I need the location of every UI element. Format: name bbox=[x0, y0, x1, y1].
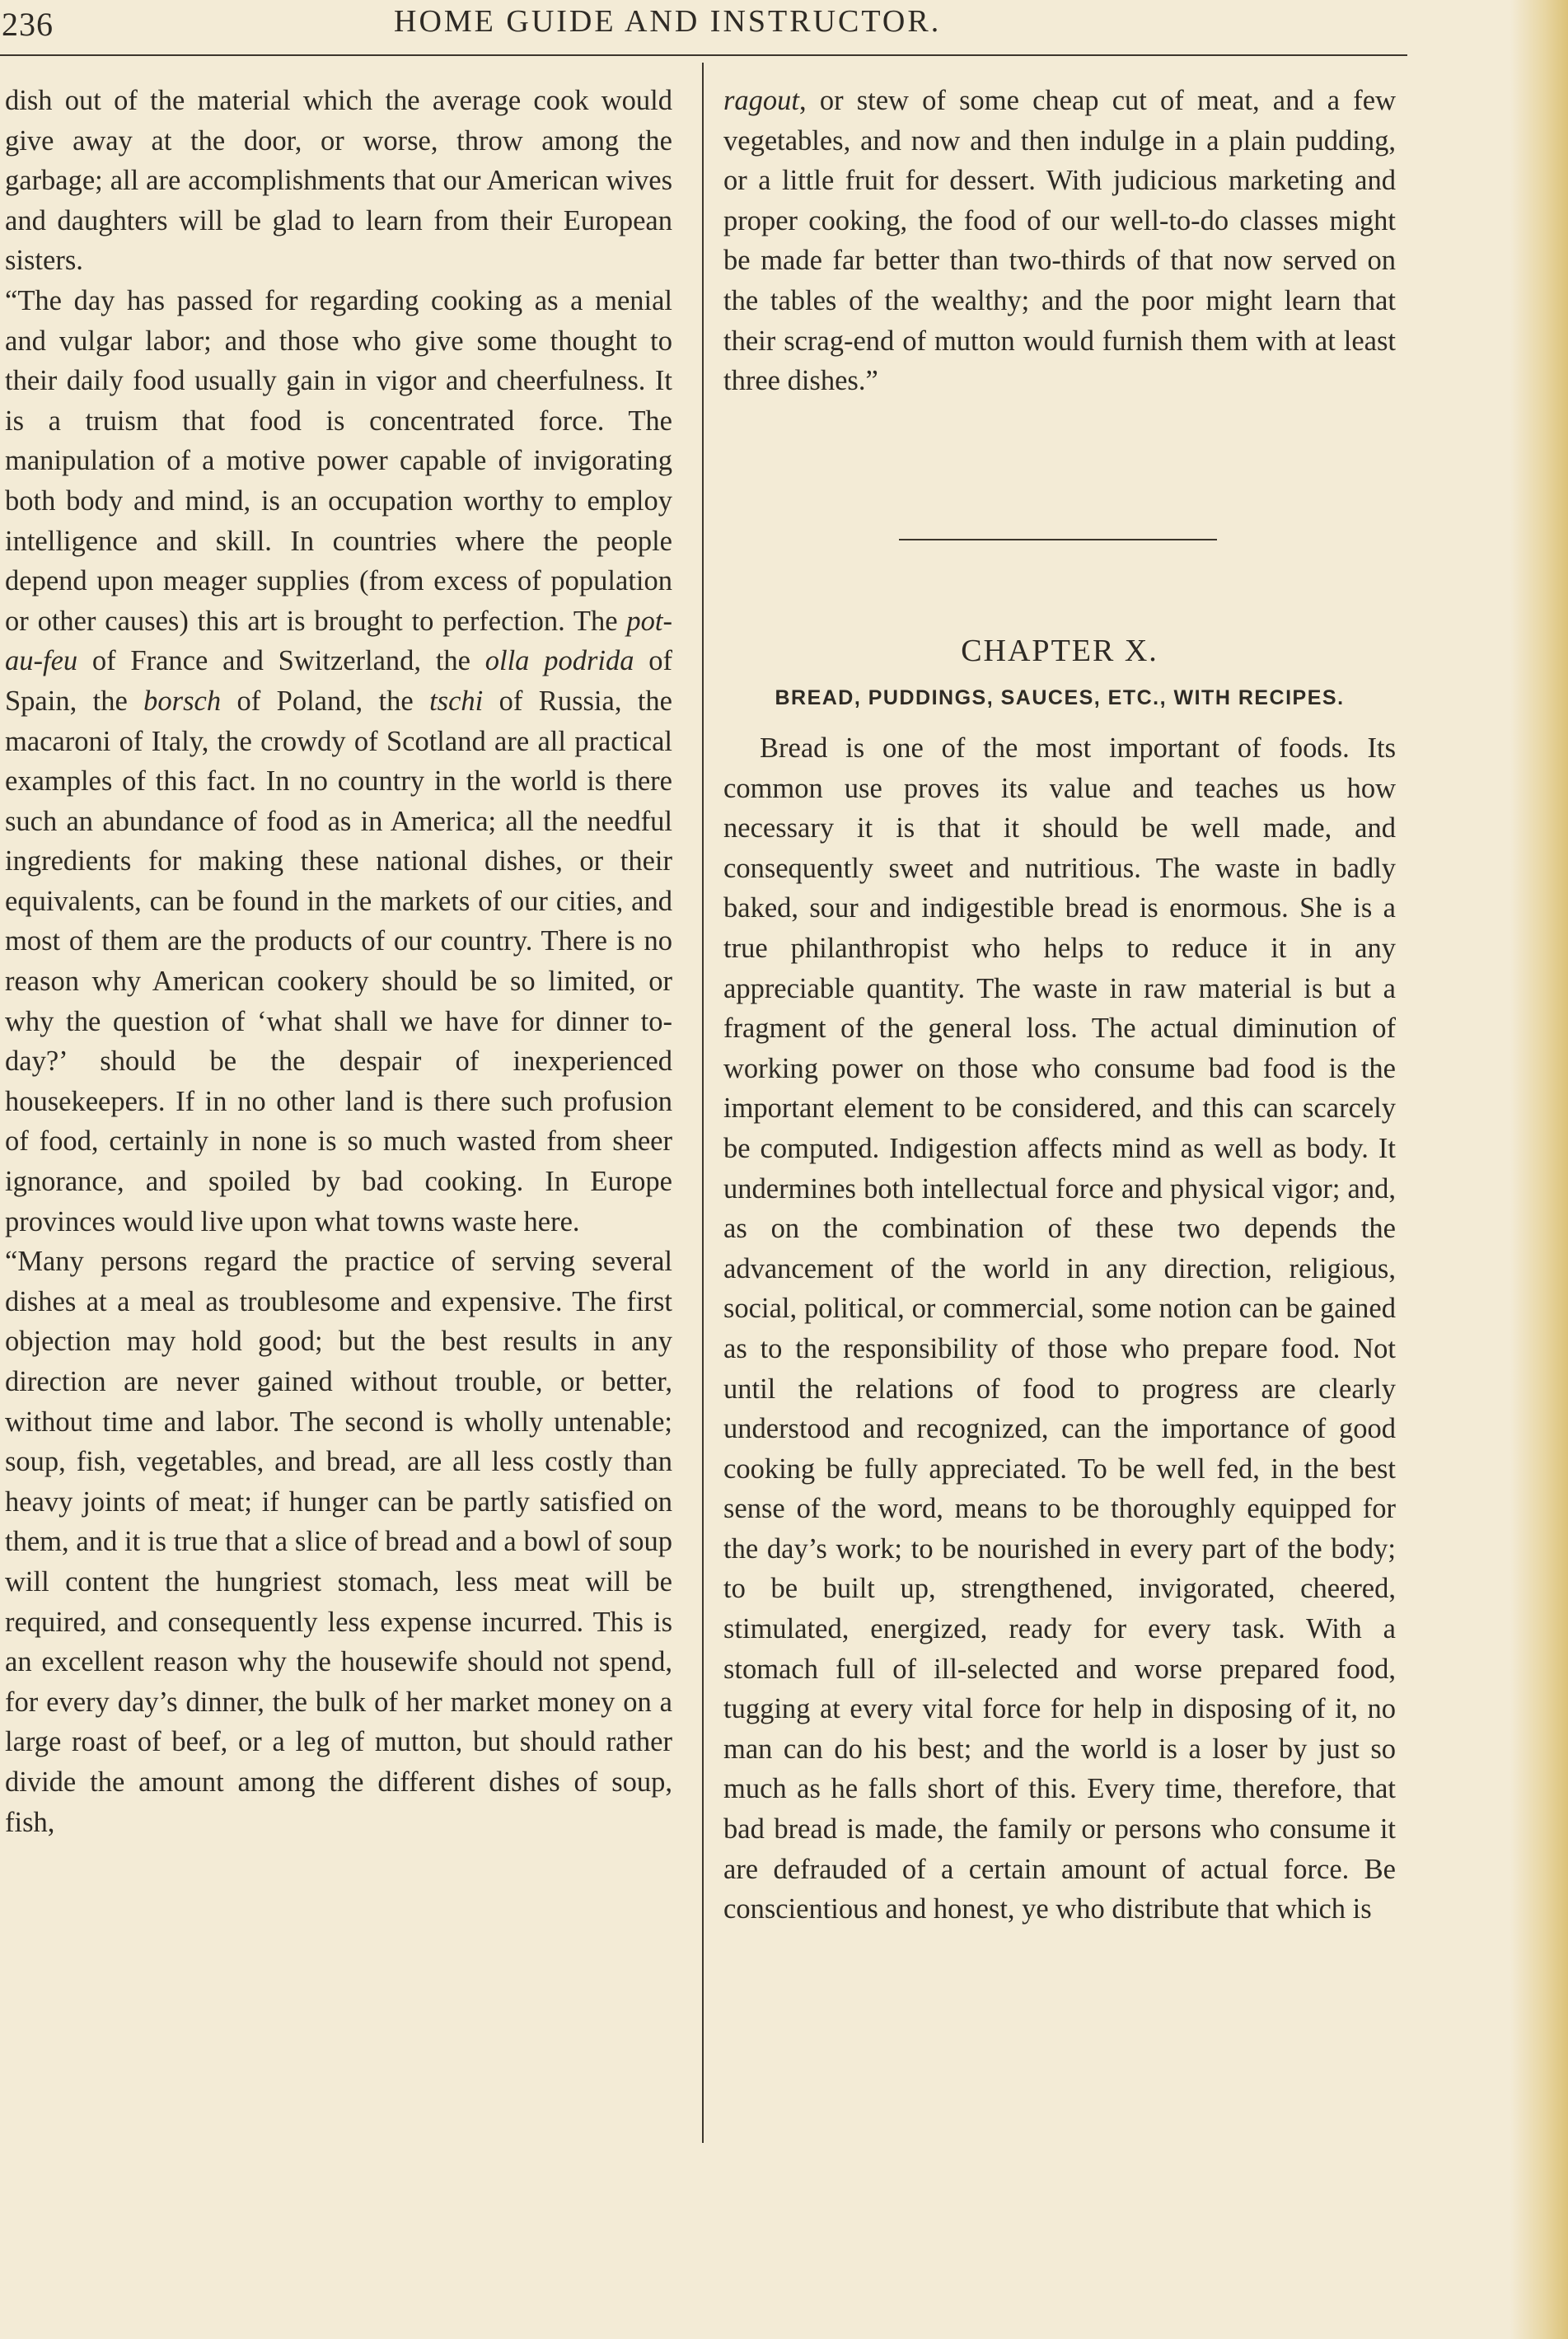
dish-name-ragout: ragout bbox=[723, 85, 800, 116]
right-column-continuation bbox=[723, 81, 1396, 401]
text-run: , or stew of some cheap cut of meat, and a few vegetables, and now and then indulge in a plain pudding, or a little fruit for dessert. With judicious marketing and proper cooking, the food of our well-to-do classes might be made far better than two-thirds of that now served on the tables of the wealthy; and the poor might learn that their scrag-end of mutton would furnish them with at least three dishes.” bbox=[723, 85, 1396, 397]
chapter-title: CHAPTER X. bbox=[961, 634, 1158, 668]
page-header bbox=[0, 0, 1005, 49]
left-column bbox=[5, 81, 672, 1842]
text-run: of Spain, the bbox=[5, 645, 672, 717]
dish-name-pot-au-feu: pot-au-feu bbox=[5, 605, 672, 677]
left-paragraph-2 bbox=[5, 281, 672, 1242]
dish-name-olla-podrida: olla podrida bbox=[484, 645, 634, 677]
chapter-paragraph-1: Bread is one of the most important of foods. Its common use proves its value and teaches us how necessary it is that it should be well made, and consequently sweet and nutritious. The waste in badly baked, sour and indigestible bread is enormous. She is a true philanthropist who helps to reduce it in any appreciable quantity. The waste in raw material is but a fragment of the general loss. The actual diminution of working power on those who consume bad food is the important element to be considered, and this can scarcely be computed. Indigestion affects mind as well as body. It undermines both intellectual force and physical vigor; and, as on the combination of these two depends the advancement of the world in any direction, religious, social, political, or commercial, some notion can be gained as to the responsibility of those who prepare food. Not until the relations of food to progress are clearly understood and recognized, can the importance of good cooking be fully appreciated. To be well fed, in the best sense of the word, means to be thoroughly equipped for the day’s work; to be nourished in every part of the body; to be built up, strengthened, invigorated, cheered, stimulated, energized, ready for every task. With a stomach full of ill-selected and worse prepared food, tugging at every vital force for help in disposing of it, no man can do his best; and the world is a loser by just so much as he falls short of this. Every time, therefore, that bad bread is made, the family or persons who consume it are defrauded of a certain amount of actual force. Be conscientious and honest, ye who distribute that which is bbox=[723, 732, 1396, 1925]
left-paragraph-3: “Many persons regard the practice of serving several dishes at a meal as troublesome and expensive. The first objection may hold good; but the best results in any direction are never gained without trouble, or better, without time and labor. The second is wholly untenable; soup, fish, vegetables, and bread, are all less costly than heavy joints of meat; if hunger can be partly satisfied on them, and it is true that a slice of bread and a bowl of soup will content the hungriest stomach, less meat will be required, and consequently less expense incurred. This is an excellent reason why the housewife should not spend, for every day’s dinner, the bulk of her market money on a large roast of beef, or a leg of mutton, but should rather divide the amount among the different dishes of soup, fish, bbox=[5, 1246, 672, 1838]
text-run: “The day has passed for regarding cooking as a menial and vulgar labor; and those who give some thought to their daily food usually gain in vigor and cheerfulness. It is a truism that food is concentrated force. The manipulation of a motive power capable of invigorating both body and mind, is an occupation worthy to employ intelligence and skill. In countries where the people depend upon meager supplies (from excess of population or other causes) this art is brought to perfection. The bbox=[5, 284, 672, 637]
page-edge-shading bbox=[1510, 0, 1568, 2339]
right-paragraph-continuation bbox=[723, 81, 1396, 401]
running-title: HOME GUIDE AND INSTRUCTOR. bbox=[394, 4, 942, 39]
section-separator-rule bbox=[899, 539, 1217, 540]
chapter-body bbox=[723, 728, 1396, 1930]
left-paragraph-1: dish out of the material which the average cook would give away at the door, or worse, throw among the garbage; all are accomplishments that our American wives and daughters will be glad to learn from their European sisters. bbox=[5, 85, 672, 277]
dish-name-tschi: tschi bbox=[429, 685, 484, 717]
text-run: of France and Switzerland, the bbox=[77, 645, 485, 677]
chapter-subtitle: BREAD, PUDDINGS, SAUCES, ETC., WITH RECIPES. bbox=[775, 686, 1345, 709]
header-rule bbox=[0, 54, 1407, 56]
page-number: 236 bbox=[2, 6, 54, 43]
column-divider bbox=[702, 63, 704, 2143]
dish-name-borsch: borsch bbox=[143, 685, 222, 717]
text-run: of Poland, the bbox=[221, 685, 430, 717]
text-run: of Russia, the macaroni of Italy, the crowdy of Scotland are all practical examples of this fact. In no country in the world is there such an abundance of food as in America; all the needful ingredients for making these national dishes, or their equivalents, can be found in the markets of our cities, and most of them are the products of our country. There is no reason why American cookery should be so limited, or why the question of ‘what shall we have for dinner to-day?’ should be the despair of inexperienced housekeepers. If in no other land is there such profusion of food, certainly in none is so much wasted from sheer ignorance, and spoiled by bad cooking. In Europe provinces would live upon what towns waste here. bbox=[5, 685, 672, 1237]
